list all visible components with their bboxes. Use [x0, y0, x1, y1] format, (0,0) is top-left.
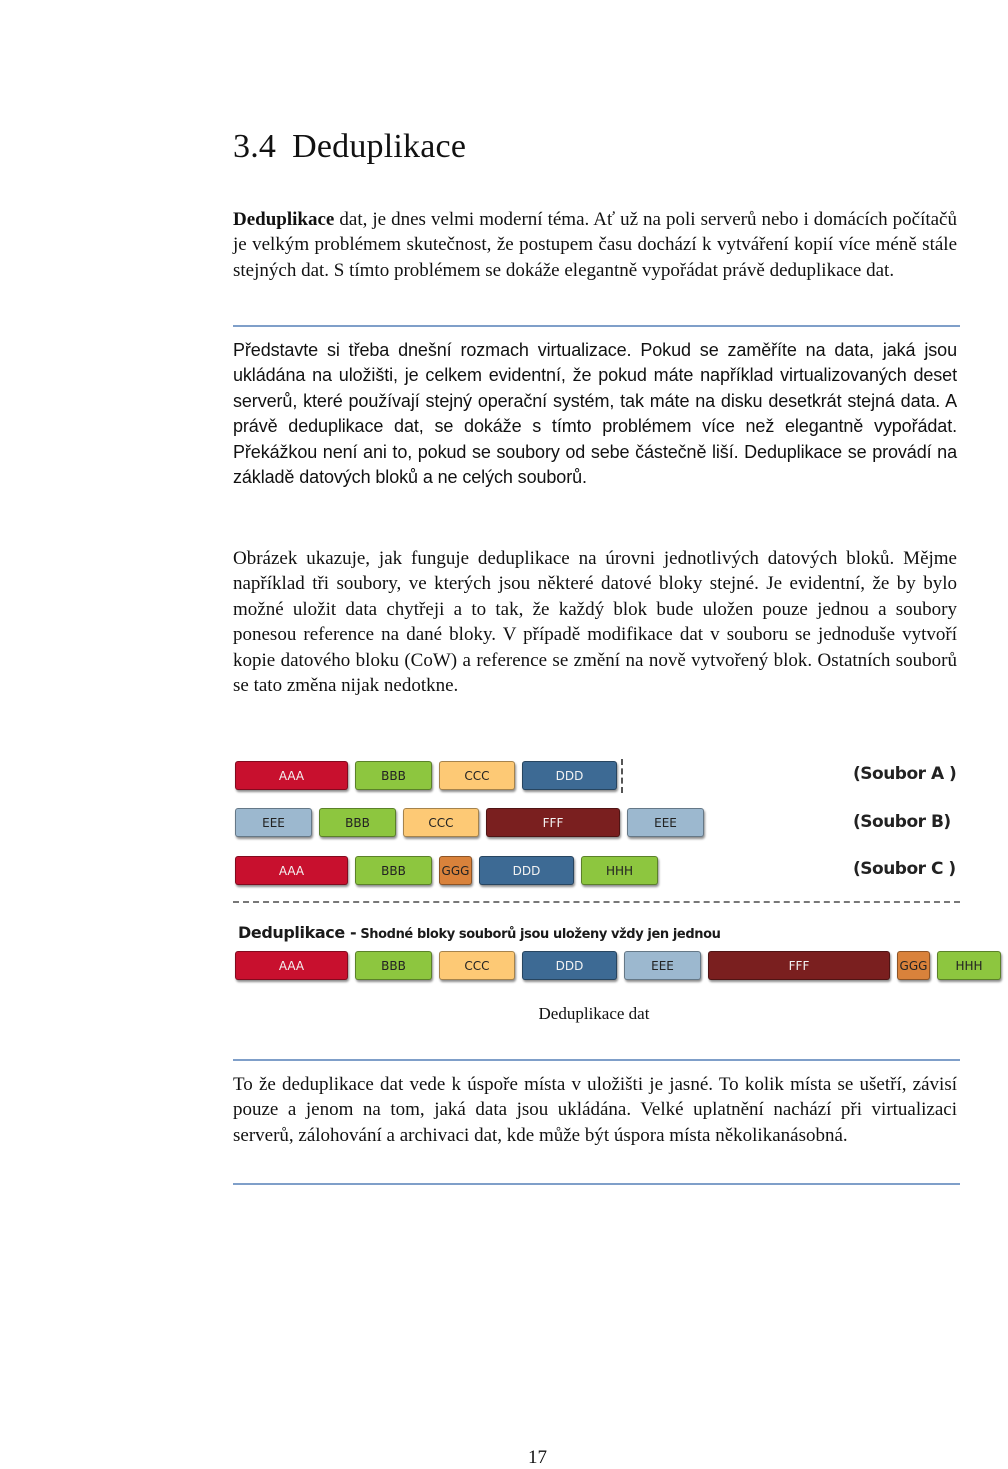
- section-number: 3.4: [233, 128, 277, 165]
- file-a-label: (Soubor A ): [853, 764, 957, 784]
- data-block-ddd: DDD: [479, 856, 574, 885]
- dedup-heading-sub: Shodné bloky souborů jsou uloženy vždy jen jednou: [356, 927, 721, 942]
- data-block-ccc: CCC: [439, 951, 515, 980]
- section-heading: [233, 128, 466, 166]
- dedup-heading-main: Deduplikace -: [238, 923, 357, 942]
- data-block-ggg: GGG: [439, 856, 472, 885]
- file-c-blocks: [235, 856, 665, 887]
- deduplication-figure: [233, 755, 983, 995]
- section-divider: [233, 325, 960, 327]
- data-block-eee: EEE: [627, 808, 704, 837]
- file-b-label: (Soubor B): [853, 812, 951, 832]
- data-block-fff: FFF: [708, 951, 890, 980]
- data-block-aaa: AAA: [235, 856, 348, 885]
- data-block-eee: EEE: [624, 951, 701, 980]
- data-block-bbb: BBB: [319, 808, 396, 837]
- data-block-ddd: DDD: [522, 951, 617, 980]
- page-number: 17: [528, 1447, 547, 1468]
- figure-caption: [0, 1004, 960, 1024]
- data-block-bbb: BBB: [355, 951, 432, 980]
- paragraph-conclusion: To že deduplikace dat vede k úspoře místa v uložišti je jasné. To kolik místa se ušetří, závisí pouze a jenom na tom, jaká data jsou ukládána. Velké uplatnění nachází při virtualizaci serverů, zálohování a archivaci dat, kde může být úspora místa několikanásobná.: [233, 1074, 957, 1146]
- section-divider-2: [233, 1059, 960, 1061]
- figure-divider: [233, 901, 960, 903]
- data-block-aaa: AAA: [235, 951, 348, 980]
- paragraph-virtualization: Představte si třeba dnešní rozmach virtualizace. Pokud se zaměříte na data, jaká jsou ukládána na uložišti, je celkem evidentní, že pokud máte například virtualizovaných deset serverů, které používají stejný operační systém, tak máte na disku desetkrát stejná data. A právě deduplikace dat, se dokáže s tímto problémem více než elegantně vypořádat. Překážkou není ani to, pokud se soubory od sebe částečně liší. Deduplikace se provádí na základě datových bloků a ne celých souborů.: [233, 340, 957, 488]
- intro-term: Deduplikace: [233, 209, 335, 230]
- section-title: Deduplikace: [292, 128, 467, 165]
- data-block-fff: FFF: [486, 808, 620, 837]
- data-block-ggg: GGG: [897, 951, 930, 980]
- data-block-eee: EEE: [235, 808, 312, 837]
- data-block-aaa: AAA: [235, 761, 348, 790]
- file-b-blocks: [235, 808, 711, 839]
- section-divider-3: [233, 1183, 960, 1185]
- data-block-bbb: BBB: [355, 761, 432, 790]
- dedup-heading: [238, 923, 720, 942]
- paragraph-figure-explanation: Obrázek ukazuje, jak funguje deduplikace na úrovni jednotlivých datových bloků. Mějme například tři soubory, ve kterých jsou některé datové bloky stejné. Je evidentní, že by bylo možné uložit data chytřeji a to tak, že každý blok bude uložen pouze jednou a soubory ponesou reference na dané bloky. V případě modifikace dat v souboru se jednoduše vytvoří kopie datového bloku (CoW) a reference se změní na nově vytvořený blok. Ostatních souborů se tato změna nijak nedotkne.: [233, 548, 957, 697]
- data-block-bbb: BBB: [355, 856, 432, 885]
- file-a-end-marker: [621, 759, 625, 793]
- figure-caption-text: Deduplikace dat: [538, 1004, 650, 1023]
- data-block-ccc: CCC: [403, 808, 479, 837]
- data-block-ccc: CCC: [439, 761, 515, 790]
- file-a-blocks: [235, 761, 624, 792]
- deduplicated-blocks: [235, 951, 1008, 982]
- data-block-hhh: HHH: [937, 951, 1001, 980]
- paragraph-intro: [233, 207, 957, 283]
- intro-text: dat, je dnes velmi moderní téma. Ať už na poli serverů nebo i domácích počítačů je velkým problémem skutečnost, že postupem času dochází k vytváření kopií více méně stále stejných dat. S tímto problémem se dokáže elegantně vypořádat právě deduplikace dat.: [233, 209, 957, 281]
- data-block-hhh: HHH: [581, 856, 658, 885]
- file-c-label: (Soubor C ): [853, 859, 956, 879]
- data-block-ddd: DDD: [522, 761, 617, 790]
